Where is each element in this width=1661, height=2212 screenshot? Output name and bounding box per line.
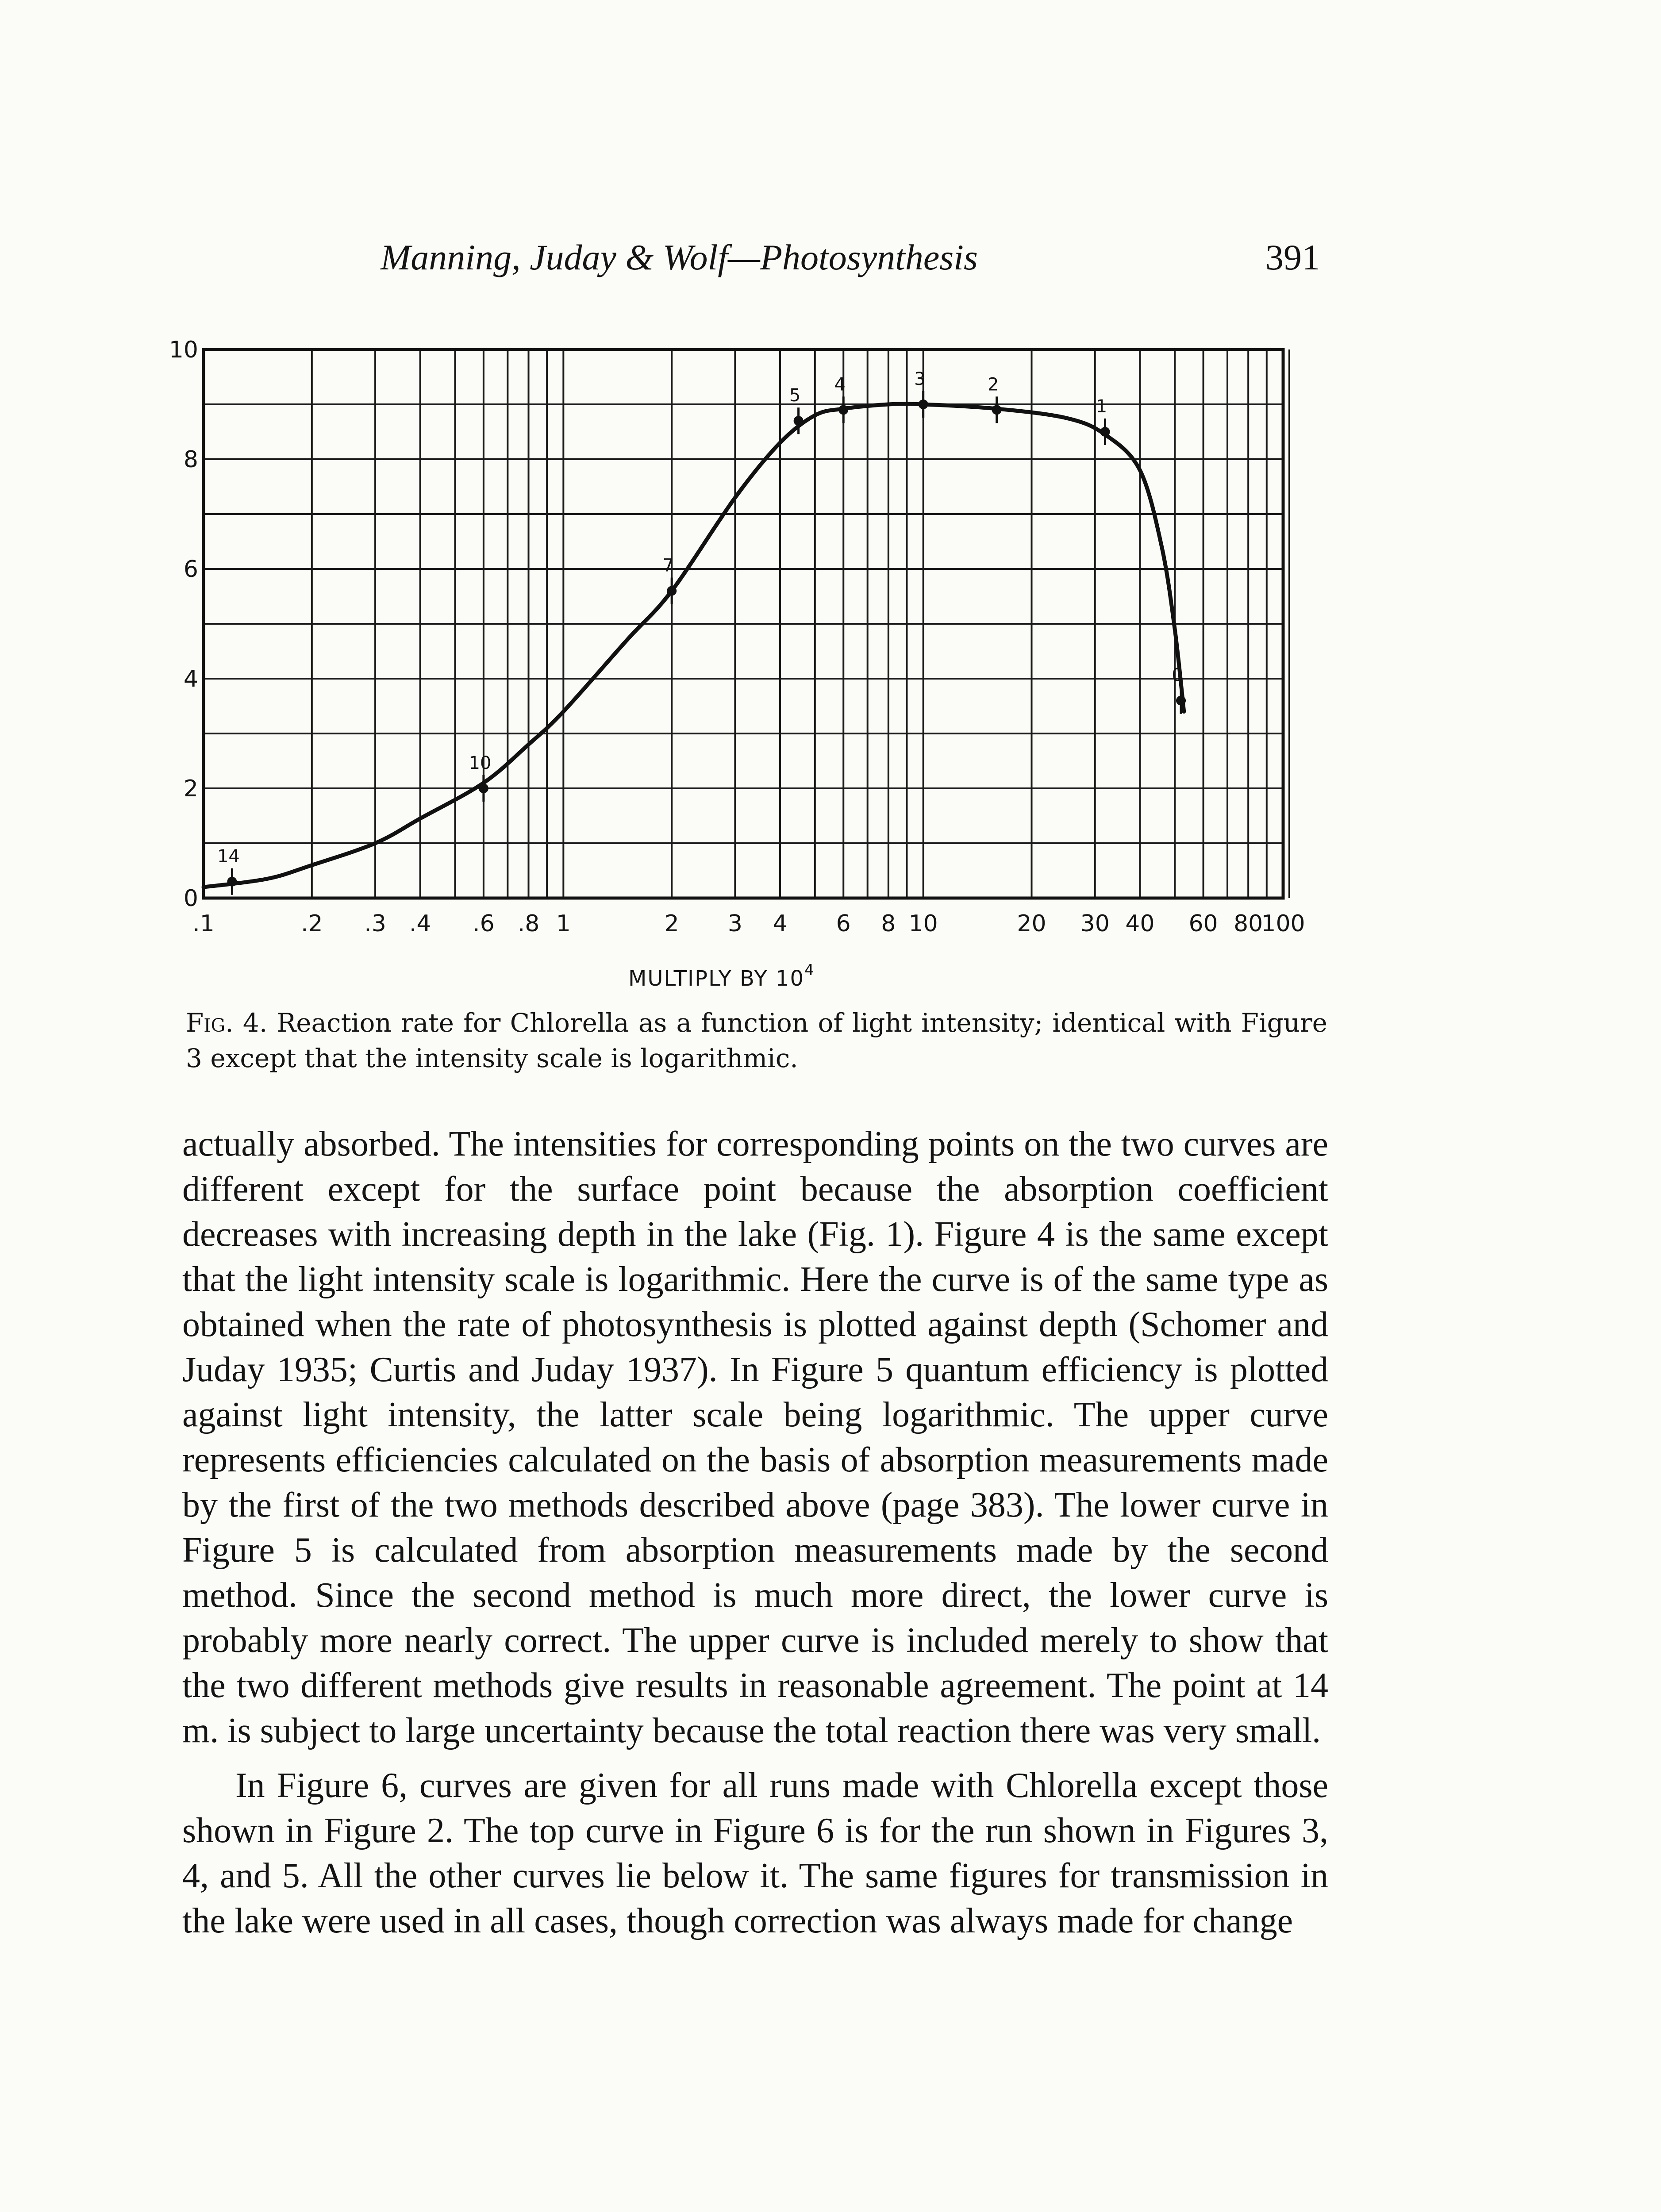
figure-caption-label: Fig. 4. [186, 1008, 268, 1038]
data-point [227, 877, 237, 887]
data-point-label: 5 [789, 385, 801, 406]
x-tick-label: .8 [517, 910, 540, 937]
data-point [919, 399, 928, 409]
y-tick-label: 0 [183, 885, 198, 912]
data-point-label: 0 [1172, 665, 1183, 686]
x-tick-label: .3 [364, 910, 386, 937]
y-tick-label: 2 [183, 776, 198, 802]
x-tick-label: 1 [556, 910, 571, 937]
x-tick-label: 3 [727, 910, 742, 937]
x-tick-label: 2 [664, 910, 679, 937]
x-tick-label: 20 [1017, 910, 1046, 937]
data-point-label: 3 [914, 369, 926, 389]
running-head: Manning, Juday & Wolf—Photosynthesis [381, 237, 978, 277]
chart-points [217, 369, 1186, 895]
x-tick-label: .2 [301, 910, 323, 937]
y-tick-label: 4 [183, 666, 198, 692]
x-tick-label: 4 [773, 910, 788, 937]
chart-grid [204, 349, 1283, 898]
paragraph: In Figure 6, curves are given for all runs made with Chlorella except those shown in Figure 2. The top curve in Figure 6 is for the run shown in Figures 3, 4, and 5. All the other curves lie below it. The same figures for transmission in the lake were used in all cases, though correction was always made for change [182, 1766, 1328, 1940]
x-tick-label: 80 [1234, 910, 1263, 937]
data-point [479, 783, 488, 793]
x-tick-label: 60 [1188, 910, 1218, 937]
data-point-label: 14 [217, 846, 240, 867]
x-tick-label: 10 [908, 910, 938, 937]
x-axis-caption: MULTIPLY BY $10^4$ [628, 961, 815, 991]
body-text [182, 1121, 1328, 1943]
data-point [1176, 696, 1186, 706]
x-tick-label: 6 [836, 910, 851, 937]
page-number: 391 [1265, 237, 1320, 277]
y-tick-label: 8 [183, 446, 198, 473]
x-tick-label: 40 [1125, 910, 1155, 937]
figure-caption [186, 1005, 1327, 1076]
data-point [667, 586, 677, 596]
data-point-label: 7 [662, 555, 674, 576]
data-point [794, 416, 804, 426]
reaction-rate-curve [204, 404, 1184, 887]
x-tick-label: 8 [881, 910, 896, 937]
y-tick-label: 6 [183, 556, 198, 583]
y-tick-label: 10 [169, 337, 198, 363]
figure-4-chart [0, 0, 1661, 995]
data-point-label: 10 [469, 753, 492, 773]
data-point-label: 4 [834, 374, 846, 395]
data-point [1100, 427, 1110, 437]
chart-curve [204, 404, 1184, 887]
data-point [992, 405, 1002, 415]
x-tick-label: 100 [1261, 910, 1305, 937]
data-point-label: 1 [1096, 396, 1107, 417]
figure-caption-text: Reaction rate for Chlorella as a function of light intensity; identical with Figure 3 except that the intensity scale is logarithmic. [186, 1008, 1328, 1073]
x-tick-label: .6 [473, 910, 495, 937]
paragraph: actually absorbed. The intensities for corresponding points on the two curves are different except for the surface point because the absorption coefficient decreases with increasing depth in the lake (Fig. 1). Figure 4 is the same except that the light intensity scale is logarithmic. Here the curve is of the same type as obtained when the rate of photosynthesis is plotted against depth (Schomer and Juday 1935; Curtis and Juday 1937). In Figure 5 quantum efficiency is plotted against light intensity, the latter scale being logarithmic. The upper curve represents efficiencies calculated on the basis of absorption measurements made by the first of the two methods described above (page 383). The lower curve in Figure 5 is calculated from absorption measurements made by the second method. Since the second method is much more direct, the lower curve is probably more nearly correct. The upper curve is included merely to show that the two different methods give results in reasonable agreement. The point at 14 m. is subject to large uncertainty because the total reaction there was very small. [182, 1125, 1328, 1750]
data-point-label: 2 [987, 374, 999, 395]
x-tick-label: 30 [1080, 910, 1110, 937]
data-point [838, 405, 848, 415]
x-tick-label: .4 [409, 910, 431, 937]
chart-ticks [169, 337, 1305, 937]
x-tick-label: .1 [192, 910, 215, 937]
